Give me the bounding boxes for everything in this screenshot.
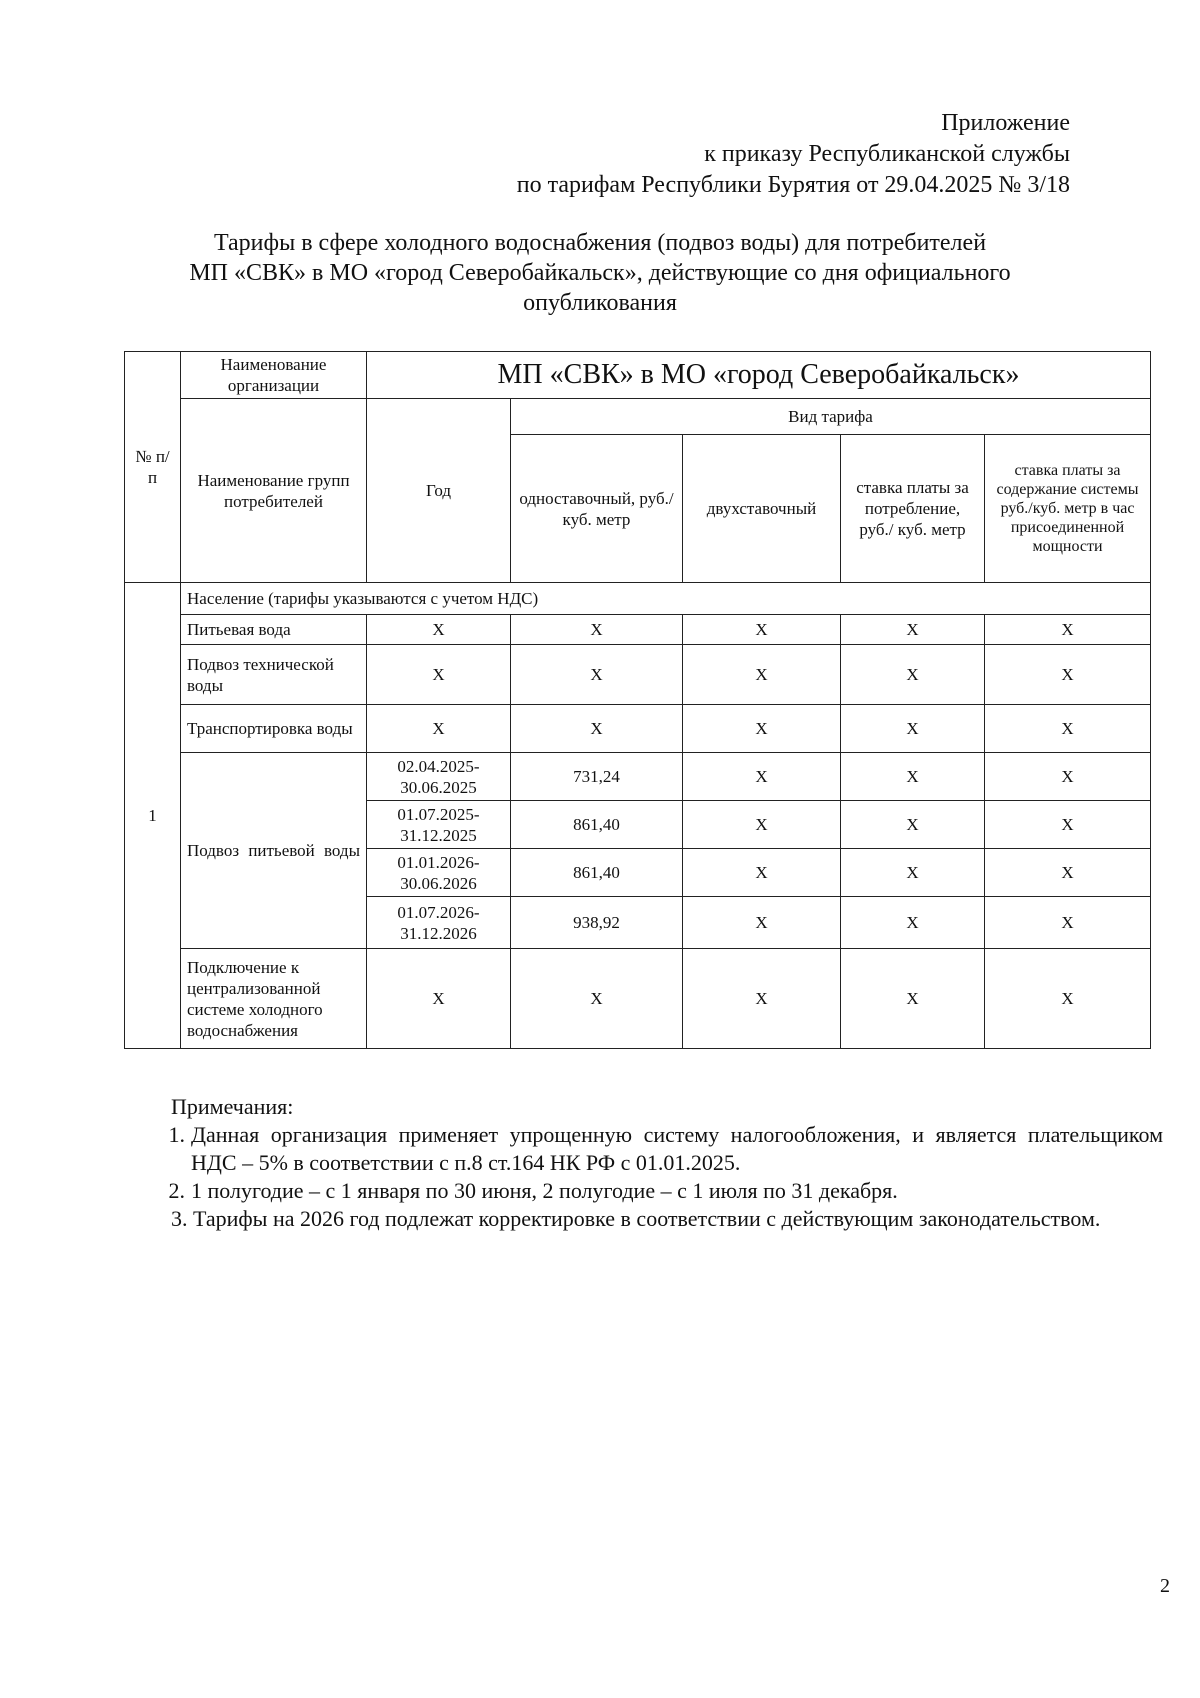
x-cell: X	[985, 705, 1151, 753]
x-cell: X	[683, 645, 841, 705]
x-cell: X	[841, 705, 985, 753]
period-cell: 01.07.2025-31.12.2025	[367, 801, 511, 849]
title-line-2: МП «СВК» в МО «город Северобайкальск», действующие со дня официального	[189, 260, 1011, 286]
x-cell: X	[511, 705, 683, 753]
x-cell: X	[985, 615, 1151, 645]
header-year: Год	[367, 399, 511, 583]
org-name: МП «СВК» в МО «город Северобайкальск»	[367, 352, 1151, 399]
note-1-number: 1.	[168, 1122, 185, 1147]
x-cell: X	[841, 949, 985, 1049]
row-drinking-water-delivery: Подвоз питьевой воды	[181, 753, 367, 949]
period-cell: 01.01.2026-30.06.2026	[367, 849, 511, 897]
document-title	[150, 228, 1050, 318]
x-cell: X	[367, 615, 511, 645]
appendix-line-1: Приложение	[941, 110, 1070, 136]
header-number: № п/п	[125, 352, 181, 583]
single-rate-value: 861,40	[511, 801, 683, 849]
row-technical-water: Подвоз технической воды	[181, 645, 367, 705]
x-cell: X	[985, 753, 1151, 801]
x-cell: X	[367, 645, 511, 705]
tariff-table	[124, 351, 1151, 1049]
header-org-label: Наименование организации	[181, 352, 367, 399]
x-cell: X	[511, 615, 683, 645]
x-cell: X	[841, 753, 985, 801]
note-1	[127, 1121, 1163, 1177]
x-cell: X	[511, 645, 683, 705]
note-2-number: 2.	[168, 1178, 185, 1203]
row-number: 1	[125, 583, 181, 1049]
x-cell: X	[985, 801, 1151, 849]
row-water-transport: Транспортировка воды	[181, 705, 367, 753]
x-cell: X	[683, 705, 841, 753]
note-2	[127, 1177, 1163, 1205]
header-single-rate: одноставочный, руб./ куб. метр	[511, 435, 683, 583]
note-1-text: Данная организация применяет упрощенную систему налогообложения, и является плательщиком НДС – 5% в соответствии с п.8 ст.164 НК РФ с 01.01.2025.	[191, 1122, 1163, 1175]
x-cell: X	[511, 949, 683, 1049]
x-cell: X	[985, 849, 1151, 897]
page-number: 2	[1160, 1575, 1170, 1597]
x-cell: X	[683, 801, 841, 849]
appendix-header	[517, 108, 1070, 201]
row-drinking-water: Питьевая вода	[181, 615, 367, 645]
x-cell: X	[367, 949, 511, 1049]
period-cell: 02.04.2025-30.06.2025	[367, 753, 511, 801]
single-rate-value: 938,92	[511, 897, 683, 949]
x-cell: X	[367, 705, 511, 753]
notes-section	[127, 1093, 1163, 1233]
x-cell: X	[683, 753, 841, 801]
x-cell: X	[985, 949, 1151, 1049]
single-rate-value: 731,24	[511, 753, 683, 801]
x-cell: X	[683, 949, 841, 1049]
header-double-rate: двухставочный	[683, 435, 841, 583]
title-line-3: опубликования	[523, 290, 677, 316]
notes-heading: Примечания:	[171, 1094, 294, 1119]
x-cell: X	[841, 801, 985, 849]
title-line-1: Тарифы в сфере холодного водоснабжения (подвоз воды) для потребителей	[213, 230, 987, 256]
x-cell: X	[683, 849, 841, 897]
header-consumer-groups: Наименование групп потребителей	[181, 399, 367, 583]
period-cell: 01.07.2026-31.12.2026	[367, 897, 511, 949]
header-consumption-rate: ставка платы за потребление, руб./ куб. метр	[841, 435, 985, 583]
single-rate-value: 861,40	[511, 849, 683, 897]
x-cell: X	[683, 615, 841, 645]
x-cell: X	[841, 849, 985, 897]
appendix-line-3: по тарифам Республики Бурятия от 29.04.2025 № 3/18	[516, 172, 1070, 198]
header-tariff-type: Вид тарифа	[511, 399, 1151, 435]
note-2-text: 1 полугодие – с 1 января по 30 июня, 2 полугодие – с 1 июля по 31 декабря.	[191, 1178, 898, 1203]
row-connection: Подключение к централизованной системе холодного водоснабжения	[181, 949, 367, 1049]
x-cell: X	[841, 897, 985, 949]
appendix-line-2: к приказу Республиканской службы	[704, 141, 1070, 167]
x-cell: X	[841, 645, 985, 705]
x-cell: X	[985, 897, 1151, 949]
header-maintenance-rate: ставка платы за содержание системы руб./куб. метр в час присоединенной мощности	[985, 435, 1151, 583]
x-cell: X	[683, 897, 841, 949]
x-cell: X	[985, 645, 1151, 705]
x-cell: X	[841, 615, 985, 645]
section-population: Население (тарифы указываются с учетом НДС)	[181, 583, 1151, 615]
note-3: 3. Тарифы на 2026 год подлежат корректировке в соответствии с действующим законодательством.	[171, 1206, 1101, 1231]
